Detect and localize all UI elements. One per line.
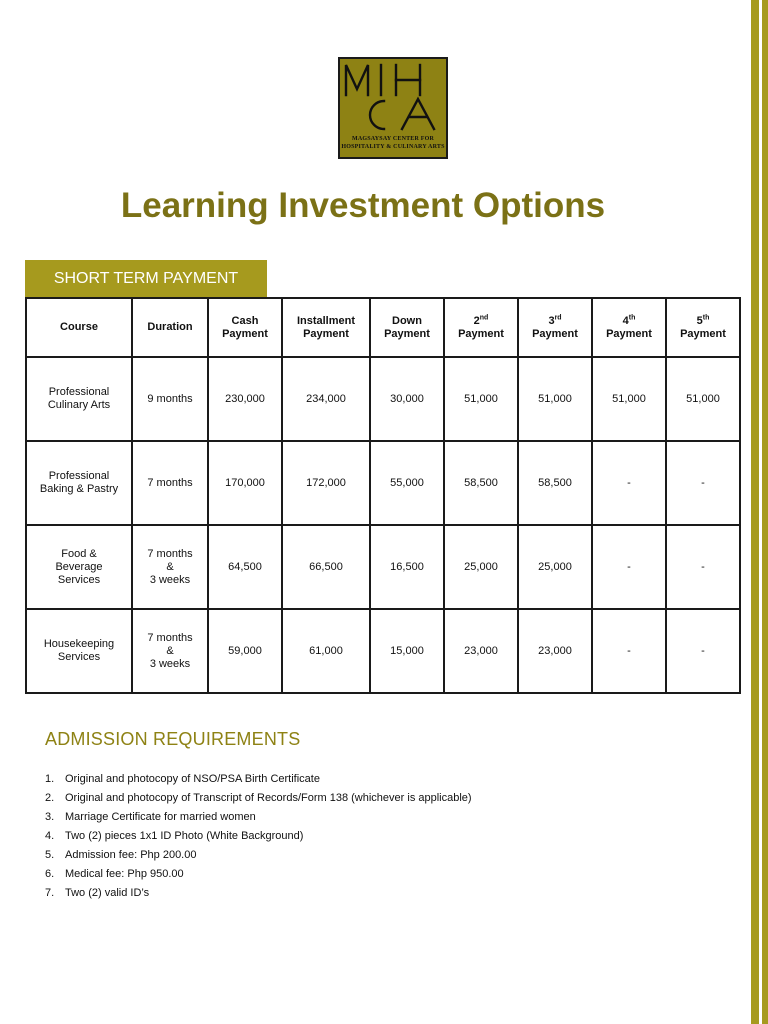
table-row xyxy=(26,357,740,441)
fifth-payment-cell: 51,000 xyxy=(666,357,740,441)
logo-caption xyxy=(340,135,446,151)
mihca-logo xyxy=(338,57,448,159)
second-payment-cell: 25,000 xyxy=(444,525,518,609)
second-payment-cell: 23,000 xyxy=(444,609,518,693)
list-item: 2. Original and photocopy of Transcript of Records/Form 138 (whichever is applicable) xyxy=(45,792,472,804)
header-cash-payment: Cash Payment xyxy=(208,298,282,357)
short-term-payment-tab: SHORT TERM PAYMENT xyxy=(25,260,267,297)
cash-cell: 59,000 xyxy=(208,609,282,693)
investment-table xyxy=(25,297,741,694)
duration-cell: 7 months & 3 weeks xyxy=(132,525,208,609)
logo-monogram xyxy=(340,59,446,133)
list-item: 7. Two (2) valid ID’s xyxy=(45,887,150,899)
list-item: 3. Marriage Certificate for married women xyxy=(45,811,256,823)
course-cell: Housekeeping Services xyxy=(26,609,132,693)
list-item: 6. Medical fee: Php 950.00 xyxy=(45,868,184,880)
logo-caption-line1: MAGSAYSAY CENTER FOR xyxy=(351,136,434,142)
fifth-payment-cell: - xyxy=(666,525,740,609)
list-item: 1. Original and photocopy of NSO/PSA Birth Certificate xyxy=(45,773,320,785)
header-course: Course xyxy=(26,298,132,357)
down-cell: 16,500 xyxy=(370,525,444,609)
cash-cell: 64,500 xyxy=(208,525,282,609)
installment-cell: 234,000 xyxy=(282,357,370,441)
header-duration: Duration xyxy=(132,298,208,357)
table-row xyxy=(26,609,740,693)
course-cell: Professional Baking & Pastry xyxy=(26,441,132,525)
list-item: 5. Admission fee: Php 200.00 xyxy=(45,849,197,861)
fourth-payment-cell: 51,000 xyxy=(592,357,666,441)
admission-requirements-list xyxy=(45,771,725,904)
course-cell: Food & Beverage Services xyxy=(26,525,132,609)
down-cell: 30,000 xyxy=(370,357,444,441)
installment-cell: 61,000 xyxy=(282,609,370,693)
duration-cell: 9 months xyxy=(132,357,208,441)
fourth-payment-cell: - xyxy=(592,609,666,693)
duration-cell: 7 months & 3 weeks xyxy=(132,609,208,693)
second-payment-cell: 51,000 xyxy=(444,357,518,441)
installment-cell: 66,500 xyxy=(282,525,370,609)
header-installment-payment: Installment Payment xyxy=(282,298,370,357)
table-row xyxy=(26,441,740,525)
fifth-payment-cell: - xyxy=(666,441,740,525)
decorative-stripe-left xyxy=(751,0,759,1024)
header-4th-payment: 4th Payment xyxy=(592,298,666,357)
header-5th-payment: 5th Payment xyxy=(666,298,740,357)
third-payment-cell: 23,000 xyxy=(518,609,592,693)
down-cell: 55,000 xyxy=(370,441,444,525)
header-2nd-payment: 2nd Payment xyxy=(444,298,518,357)
cash-cell: 230,000 xyxy=(208,357,282,441)
admission-requirements-heading: ADMISSION REQUIREMENTS xyxy=(45,729,301,749)
header-down-payment: Down Payment xyxy=(370,298,444,357)
page-title: Learning Investment Options xyxy=(120,186,606,225)
list-item: 4. Two (2) pieces 1x1 ID Photo (White Background) xyxy=(45,830,304,842)
duration-cell: 7 months xyxy=(132,441,208,525)
installment-cell: 172,000 xyxy=(282,441,370,525)
logo-caption-line2: HOSPITALITY & CULINARY ARTS xyxy=(341,144,445,150)
third-payment-cell: 58,500 xyxy=(518,441,592,525)
header-3rd-payment: 3rd Payment xyxy=(518,298,592,357)
decorative-stripe-right xyxy=(762,0,768,1024)
cash-cell: 170,000 xyxy=(208,441,282,525)
second-payment-cell: 58,500 xyxy=(444,441,518,525)
third-payment-cell: 25,000 xyxy=(518,525,592,609)
fifth-payment-cell: - xyxy=(666,609,740,693)
down-cell: 15,000 xyxy=(370,609,444,693)
table-row xyxy=(26,525,740,609)
fourth-payment-cell: - xyxy=(592,525,666,609)
fourth-payment-cell: - xyxy=(592,441,666,525)
course-cell: Professional Culinary Arts xyxy=(26,357,132,441)
table-header-row xyxy=(26,298,740,357)
third-payment-cell: 51,000 xyxy=(518,357,592,441)
